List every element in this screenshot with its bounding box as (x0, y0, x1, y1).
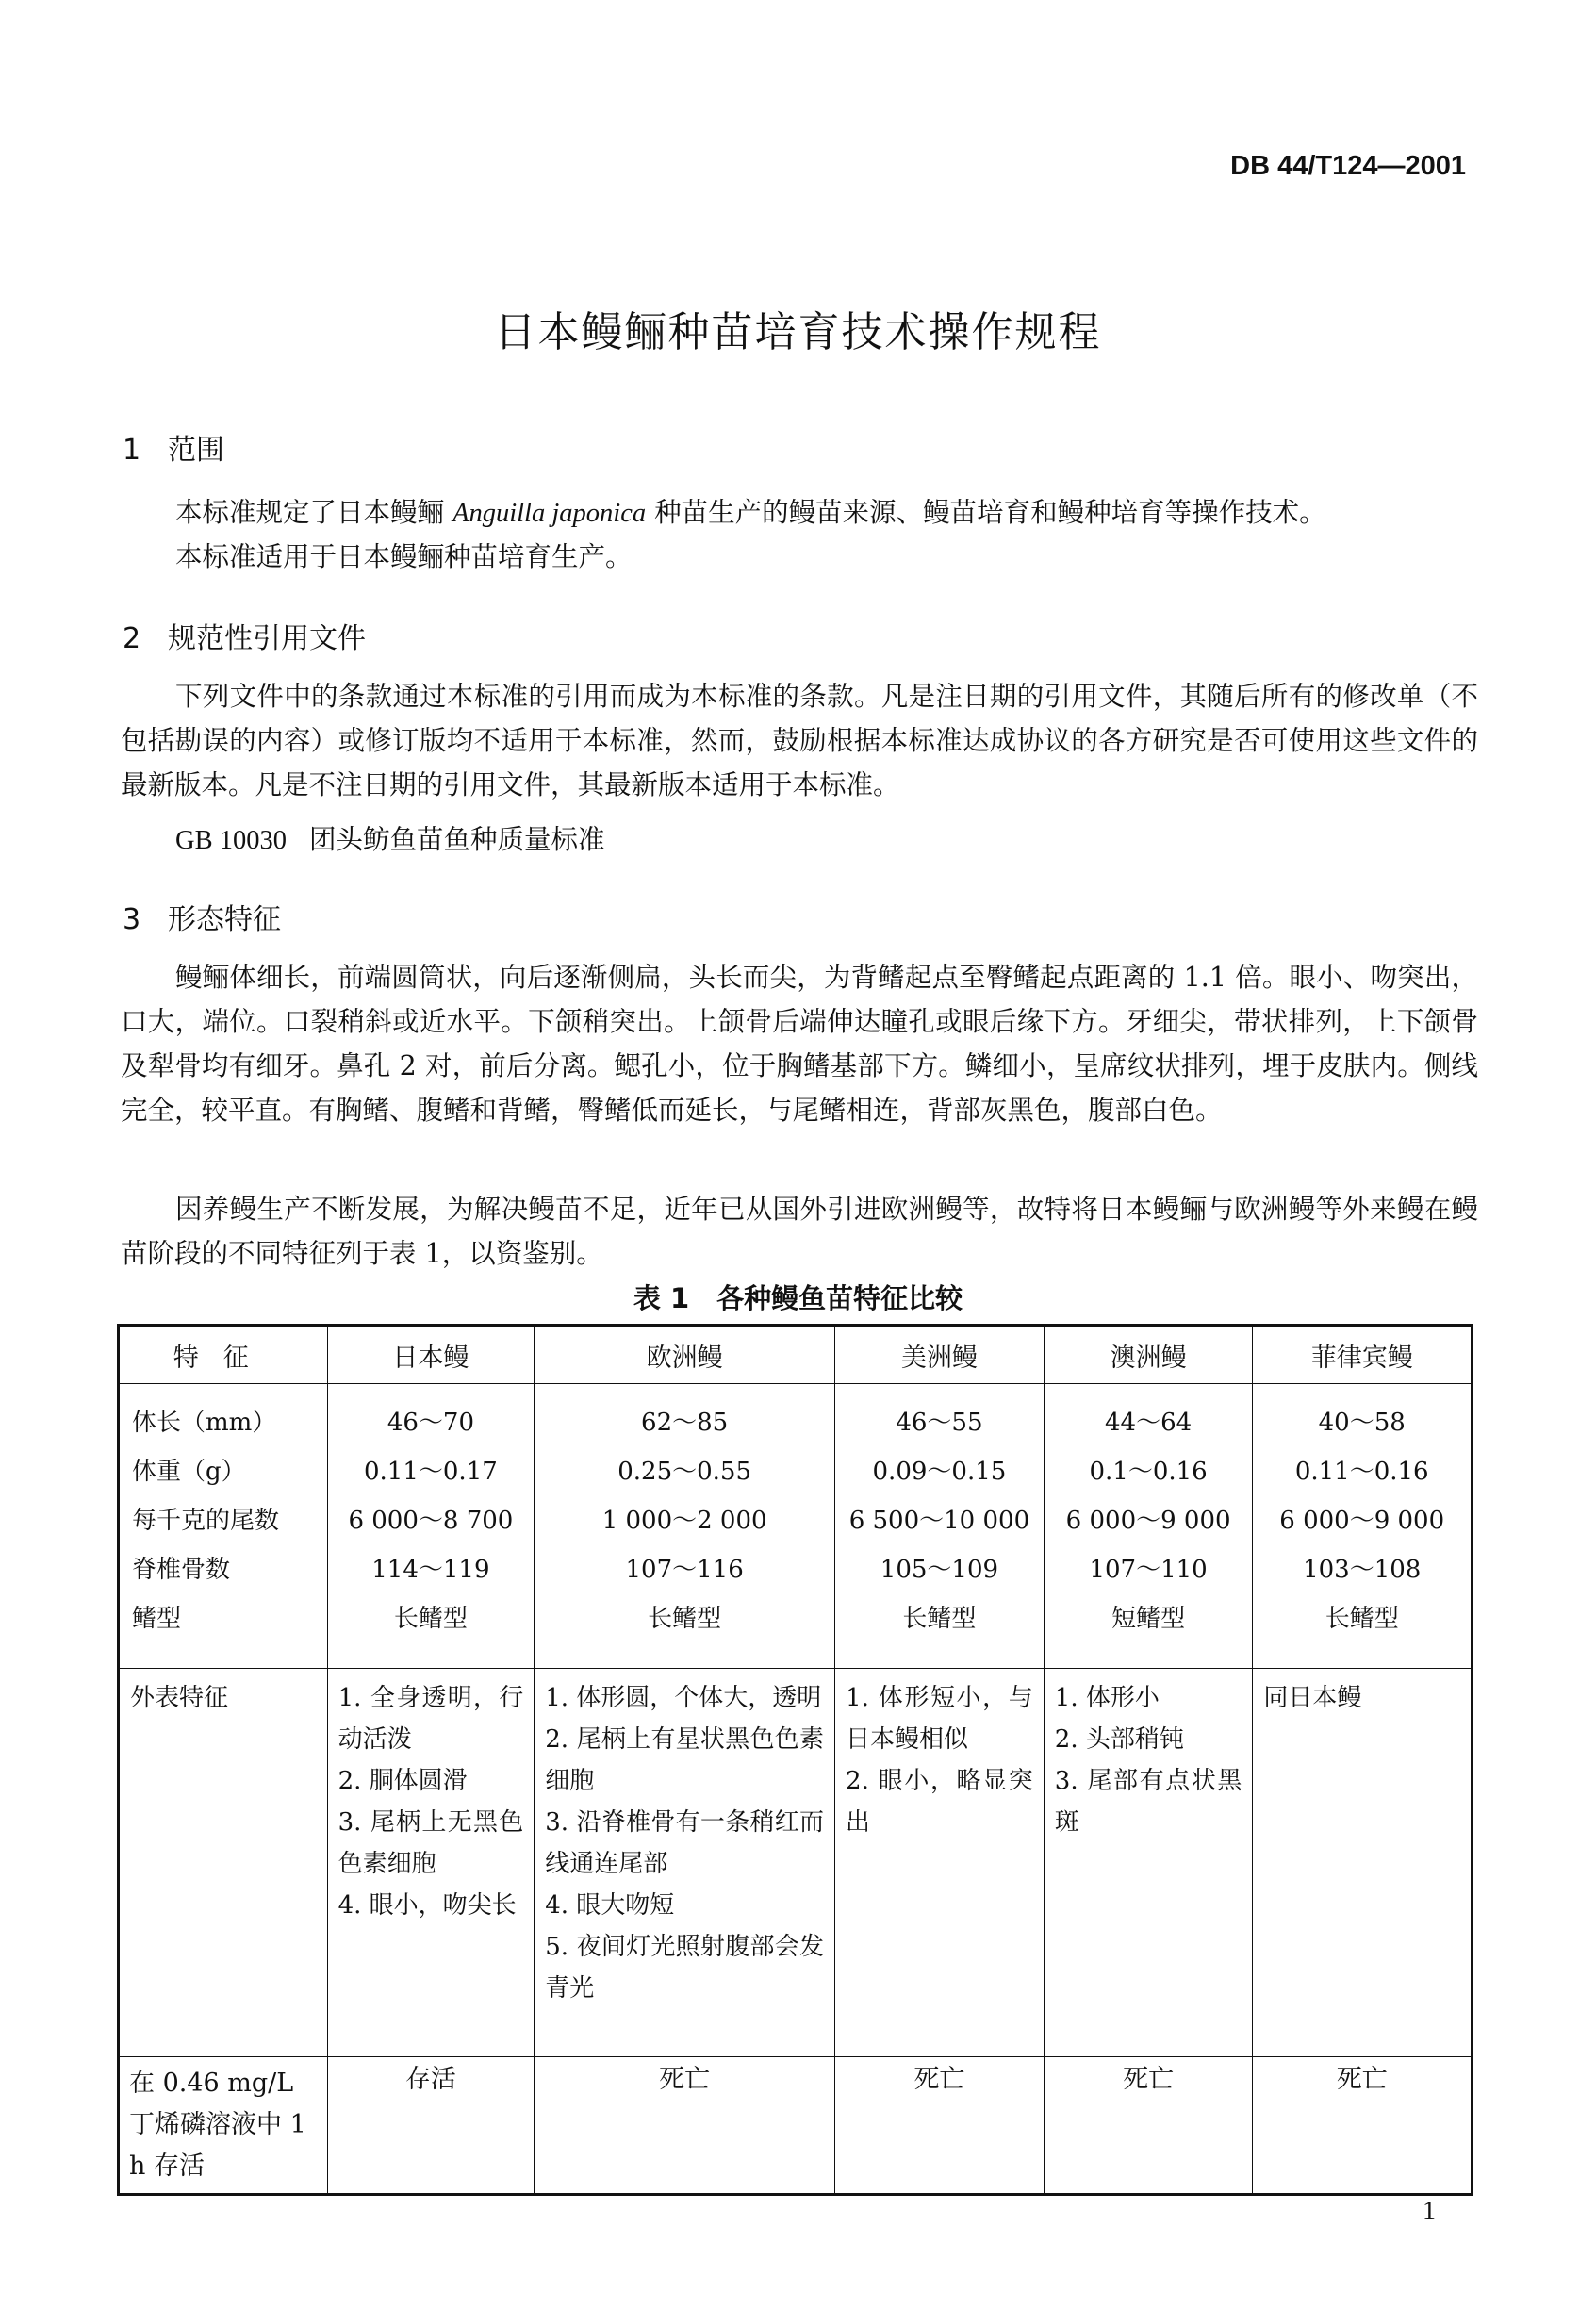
japanese-eel-metrics (327, 1384, 535, 1669)
text-run: 本标准规定了日本鳗鲡 (175, 497, 453, 528)
metric-value: 长鳍型 (648, 1605, 722, 1633)
metric-value: 0.11～0.16 (1294, 1458, 1429, 1486)
latin-name: Anguilla japonica (452, 499, 647, 528)
feature-item: 1. 全身透明，行动活泼 (337, 1684, 524, 1754)
survival-value: 死亡 (835, 2057, 1045, 2195)
header-cell: 日本鳗 (327, 1326, 535, 1384)
metric-label: 鳍型 (132, 1605, 182, 1633)
header-cell: 美洲鳗 (835, 1326, 1045, 1384)
metric-value: 长鳍型 (1325, 1605, 1399, 1633)
metric-value: 114～119 (371, 1556, 490, 1584)
metric-value: 6 000～8 700 (348, 1507, 514, 1535)
section-3-paragraph-1: 鳗鲡体细长，前端圆筒状，向后逐渐侧扁，头长而尖，为背鳍起点至臀鳍起点距离的 1.1 倍。眼小、吻突出，口大，端位。口裂稍斜或近水平。下颌稍突出。上颌骨后端伸达瞳孔或眼后缘下方。牙细尖，带状排列，上下颌骨及犁骨均有细牙。鼻孔 2 对，前后分离。鳃孔小，位于胸鳍基部下方。鳞细小，呈席纹状排列，埋于皮肤内。侧线完全，较平直。有胸鳍、腹鳍和背鳍，臀鳍低而延长，与尾鳍相连，背部灰黑色，腹部白色。 (121, 962, 1478, 1126)
feature-item: 1. 体形圆，个体大，透明 (545, 1684, 822, 1712)
metric-value: 0.11～0.17 (364, 1458, 498, 1486)
survival-value: 死亡 (1253, 2057, 1473, 2195)
japanese-eel-features (327, 1669, 535, 2057)
feature-item: 4. 眼小，吻尖长 (337, 1891, 517, 1920)
section-2-heading (123, 615, 366, 656)
metric-label: 每千克的尾数 (132, 1507, 280, 1535)
metric-value: 103～108 (1303, 1556, 1422, 1584)
header-cell: 菲律宾鳗 (1253, 1326, 1473, 1384)
metric-value: 6 000～9 000 (1279, 1507, 1445, 1535)
metric-value: 6 500～10 000 (848, 1507, 1030, 1535)
section-number: 3 (123, 903, 141, 936)
metric-value: 短鳍型 (1111, 1605, 1186, 1633)
section-2-paragraph-1: 下列文件中的条款通过本标准的引用而成为本标准的条款。凡是注日期的引用文件，其随后所有的修改单（不包括勘误的内容）或修订版均不适用于本标准，然而，鼓励根据本标准达成协议的各方研究是否可使用这些文件的最新版本。凡是不注日期的引用文件，其最新版本适用于本标准。 (121, 681, 1478, 800)
page-number: 1 (1423, 2197, 1436, 2226)
eel-comparison-table (117, 1324, 1473, 2196)
table-caption: 表 1 各种鳗鱼苗特征比较 (633, 1282, 963, 1314)
metric-labels-cell (119, 1384, 328, 1669)
american-eel-metrics (835, 1384, 1045, 1669)
australian-eel-metrics (1044, 1384, 1253, 1669)
section-1-heading (123, 426, 224, 468)
section-number: 1 (123, 434, 141, 467)
survival-value: 存活 (327, 2057, 535, 2195)
philippine-eel-metrics (1253, 1384, 1473, 1669)
feature-item: 5. 夜间灯光照射腹部会发青光 (545, 1933, 825, 2003)
american-eel-features (835, 1669, 1045, 2057)
australian-eel-features (1044, 1669, 1253, 2057)
section-number: 2 (123, 622, 141, 655)
feature-item: 3. 尾柄上无黑色色素细胞 (337, 1808, 524, 1878)
feature-item: 2. 头部稍钝 (1054, 1725, 1184, 1754)
appearance-label-cell (119, 1669, 328, 2057)
european-eel-metrics (535, 1384, 835, 1669)
survival-value: 死亡 (535, 2057, 835, 2195)
metric-value: 40～58 (1318, 1409, 1406, 1437)
feature-item: 2. 眼小，略显突出 (846, 1767, 1033, 1837)
appearance-row (119, 1669, 1473, 2057)
standard-code: DB 44/T124—2001 (1230, 151, 1466, 181)
reference-code: GB 10030 (175, 826, 287, 855)
header-cell: 澳洲鳗 (1044, 1326, 1253, 1384)
metric-label: 脊椎骨数 (132, 1556, 231, 1584)
table-header-row (119, 1326, 1473, 1384)
metric-value: 46～55 (896, 1409, 983, 1437)
metric-value: 0.09～0.15 (872, 1458, 1007, 1486)
metric-label: 体重（g） (132, 1458, 246, 1486)
metric-value: 62～85 (641, 1409, 729, 1437)
metrics-row (119, 1384, 1473, 1669)
header-cell: 特征 (119, 1326, 328, 1384)
section-3-paragraph-2: 因养鳗生产不断发展，为解决鳗苗不足，近年已从国外引进欧洲鳗等，故特将日本鳗鲡与欧洲鳗等外来鳗在鳗苗阶段的不同特征列于表 1，以资鉴别。 (121, 1194, 1478, 1269)
appearance-label: 外表特征 (130, 1684, 229, 1712)
metric-value: 长鳍型 (393, 1605, 468, 1633)
text-run: 种苗生产的鳗苗来源、鳗苗培育和鳗种培育等操作技术。 (646, 497, 1326, 528)
feature-item: 3. 沿脊椎骨有一条稍红而线通连尾部 (545, 1808, 825, 1878)
reference-title: 团头鲂鱼苗鱼种质量标准 (309, 824, 605, 855)
metric-label: 体长（mm） (132, 1409, 277, 1437)
survival-label: 在 0.46 mg/L 丁烯磷溶液中 1 h 存活 (119, 2057, 328, 2195)
metric-value: 44～64 (1105, 1409, 1193, 1437)
metric-value: 107～116 (625, 1556, 744, 1584)
metric-value: 1 000～2 000 (601, 1507, 767, 1535)
normative-reference (175, 818, 605, 857)
section-title: 范围 (168, 434, 224, 467)
feature-item: 2. 胴体圆滑 (337, 1767, 468, 1795)
metric-value: 46～70 (387, 1409, 474, 1437)
section-3-heading (123, 896, 281, 937)
section-title: 形态特征 (168, 903, 281, 936)
metric-value: 0.1～0.16 (1089, 1458, 1208, 1486)
feature-item: 3. 尾部有点状黑斑 (1054, 1767, 1242, 1837)
section-1-paragraph-1 (121, 490, 1478, 536)
metric-value: 6 000～9 000 (1065, 1507, 1231, 1535)
document-title: 日本鳗鲡种苗培育技术操作规程 (494, 308, 1102, 356)
survival-value: 死亡 (1044, 2057, 1253, 2195)
metric-value: 105～109 (880, 1556, 999, 1584)
metric-value: 0.25～0.55 (617, 1458, 752, 1486)
philippine-eel-features (1253, 1669, 1473, 2057)
feature-item: 4. 眼大吻短 (545, 1891, 675, 1920)
header-cell: 欧洲鳗 (535, 1326, 835, 1384)
metric-value: 长鳍型 (902, 1605, 977, 1633)
survival-row (119, 2057, 1473, 2195)
metric-value: 107～110 (1089, 1556, 1208, 1584)
feature-item: 1. 体形小 (1054, 1684, 1160, 1712)
feature-item: 1. 体形短小，与日本鳗相似 (846, 1684, 1033, 1754)
section-1-paragraph-2: 本标准适用于日本鳗鲡种苗培育生产。 (175, 541, 633, 572)
section-title: 规范性引用文件 (168, 622, 366, 655)
feature-item: 2. 尾柄上有星状黑色色素细胞 (545, 1725, 825, 1795)
european-eel-features (535, 1669, 835, 2057)
feature-item: 同日本鳗 (1263, 1684, 1362, 1712)
